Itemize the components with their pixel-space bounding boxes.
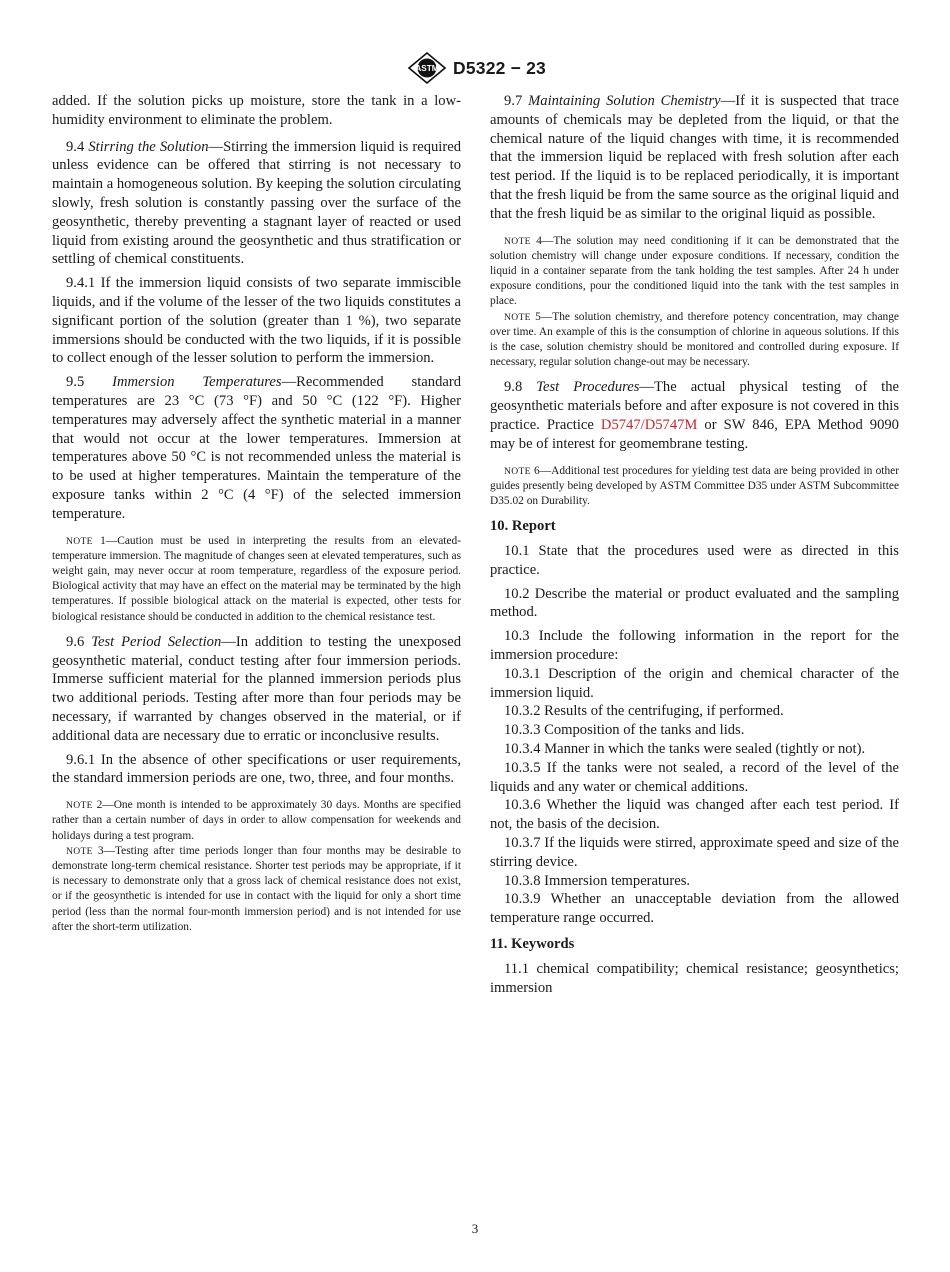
astm-logo-text: ASTM — [415, 64, 439, 74]
section-9-5-title: Immersion Temperatures — [112, 374, 282, 391]
section-9-6: 9.6 Test Period Selection—In addition to testing the unexposed geosynthetic material, conduct testing after four immersion periods. Immerse sufficient material for the planned immersion periods plus two additional periods. Testing after more than four periods may be necessary, if warranted by changes observed in the material, or if additional data are necessary due to erratic or inconclusive results. — [52, 633, 461, 744]
section-10-3-8: 10.3.8 Immersion temperatures. — [504, 872, 691, 889]
section-9-5: 9.5 Immersion Temperatures—Recommended standard temperatures are 23 °C (73 °F) and 50 °C (122 °F). Higher temperatures may adversely affect the synthetic material in a manner that would not occur at the lower temperatures. Immersion at temperatures above 50 °C is not recommended unless the material is to be used at higher temperatures. Maintain the temperature of the exposure tanks within 2 °C (4 °F) of the selected immersion temperature. — [52, 374, 461, 522]
section-10-2: 10.2 Describe the material or product evaluated and the sampling method. — [490, 585, 899, 621]
section-9-7: 9.7 Maintaining Solution Chemistry—If it is suspected that trace amounts of chemicals may be depleted from the liquid, or that the chemical nature of the liquid changes with time, it is recommended that the immersion liquid be replaced with fresh solution after each test period. If the liquid is to be replaced periodically, it is important that the fresh liquid be from the same source as the original liquid and that the fresh liquid be as similar to the original liquid as possible. — [490, 93, 899, 222]
section-9-7-title: Maintaining Solution Chemistry — [528, 93, 721, 109]
note-5: NOTE 5—The solution chemistry, and therefore potency concentration, may change over time. An example of this is the consumption of chlorine in aqueous solutions. If this is the case, solution chemistry should be monitored and controlled during exposure. If necessary, regular solution change-out may be necessary. — [490, 310, 899, 369]
section-9-8: 9.8 Test Procedures—The actual physical testing of the geosynthetic materials before and after exposure is not covered in this practice. Practice D5747/D5747M or SW 846, EPA Method 9090 may be of interest for geomembrane testing. — [490, 379, 900, 452]
section-9-6-1: 9.6.1 In the absence of other specifications or user requirements, the standard immersion periods are one, two, three, and four months. — [52, 751, 461, 787]
page-header — [0, 52, 950, 86]
section-10-3-5: 10.3.5 If the tanks were not sealed, a record of the level of the liquids and any water or chemical additions. — [490, 759, 899, 795]
section-10-3-7: 10.3.7 If the liquids were stirred, approximate speed and size of the stirring device. — [490, 834, 899, 870]
section-10-3: 10.3 Include the following information in the report for the immersion procedure: — [490, 628, 899, 663]
note-1: NOTE 1—Caution must be used in interpreting the results from an elevated-temperature immersion. The magnitude of changes seen at elevated temperatures, such as weight gain, may never occur at room temperature, regardless of the exposure period. Biological activity that may have an effect on the material may be terminated by the high temperatures. If possible biological attack on the material is expected, other tests for biological resistance should be conducted in addition to the chemical resistance test. — [52, 534, 461, 623]
section-10-heading: 10. Report — [490, 518, 556, 535]
left-column — [52, 92, 461, 943]
notes-4-5 — [490, 234, 899, 371]
section-11-heading: 11. Keywords — [490, 935, 575, 952]
right-column — [490, 92, 899, 1002]
section-9-4-title: Stirring the Solution — [88, 138, 209, 155]
notes-2-3 — [52, 798, 461, 935]
section-10-3-3: 10.3.3 Composition of the tanks and lids. — [504, 722, 745, 739]
section-10-3-4: 10.3.4 Manner in which the tanks were sealed (tightly or not). — [504, 740, 866, 757]
section-9-8-title: Test Procedures — [536, 379, 640, 396]
note-6: NOTE 6—Additional test procedures for yielding test data are being provided in other guides presently being developed by ASTM Committee D35 under ASTM Subcommittee D35.02 on Durability. — [490, 464, 899, 507]
section-10-3-1: 10.3.1 Description of the origin and chemical character of the immersion liquid. — [490, 665, 899, 701]
section-9-4-1: 9.4.1 If the immersion liquid consists of two separate immiscible liquids, and if the volume of the lesser of the two liquids constitutes a significant portion of the solution (greater than 1 %), two separate immersions should be conducted with the two liquids, if it is possible to collect enough of the lesser solution to perform the immersion. — [52, 275, 461, 367]
section-10-3-2: 10.3.2 Results of the centrifuging, if performed. — [504, 703, 784, 720]
practice-d5747-link[interactable]: D5747/D5747M — [600, 417, 698, 433]
paragraph-continuation: added. If the solution picks up moisture, store the tank in a low-humidity environment to eliminate the problem. — [52, 93, 461, 128]
note-3: NOTE 3—Testing after time periods longer than four months may be desirable to demonstrate long-term chemical resistance. Shorter test periods may be appropriate, if it is necessary to demonstrate only that a gross lack of chemical resistance does not exist, or if the geosynthetic is intended for use in contact with the liquid for only a short time period (less than the normal four-month immersion period) and is not intended for use after the short-term utilization. — [52, 844, 461, 933]
section-9-4: 9.4 Stirring the Solution—Stirring the immersion liquid is required unless evidence can be offered that stirring is not necessary to maintain a homogeneous solution. By keeping the solution circulating slowly, fresh solution is constantly passing over the surface of the geosynthetic, thereby preventing a stagnant layer of reacted or used liquid from existing around the geosynthetic and thus stratification or settling of chemical constituents. — [52, 138, 461, 268]
section-10-3-6: 10.3.6 Whether the liquid was changed after each test period. If not, the basis of the decision. — [490, 797, 899, 833]
section-10-1: 10.1 State that the procedures used were as directed in this practice. — [490, 543, 899, 578]
section-9-6-title: Test Period Selection — [91, 633, 222, 650]
astm-logo-icon — [408, 52, 446, 84]
note-2: NOTE 2—One month is intended to be approximately 30 days. Months are specified rather than a certain number of days in order to allow compensation for weekends and holidays during a test program. — [52, 799, 461, 842]
section-10-3-9: 10.3.9 Whether an unacceptable deviation from the allowed temperature range occurred. — [490, 891, 899, 927]
section-11-1: 11.1 chemical compatibility; chemical resistance; geosynthetics; immersion — [490, 960, 899, 996]
document-id: D5322 − 23 — [453, 58, 546, 78]
page-number: 3 — [471, 1221, 479, 1236]
note-4: NOTE 4—The solution may need conditioning if it can be demonstrated that the solution chemistry will change under exposure conditions. If necessary, condition the liquid in a container separate from the tank holding the test samples. After 24 h under exposure conditions, pour the conditioned liquid into the tank with the test samples in place. — [490, 234, 899, 308]
